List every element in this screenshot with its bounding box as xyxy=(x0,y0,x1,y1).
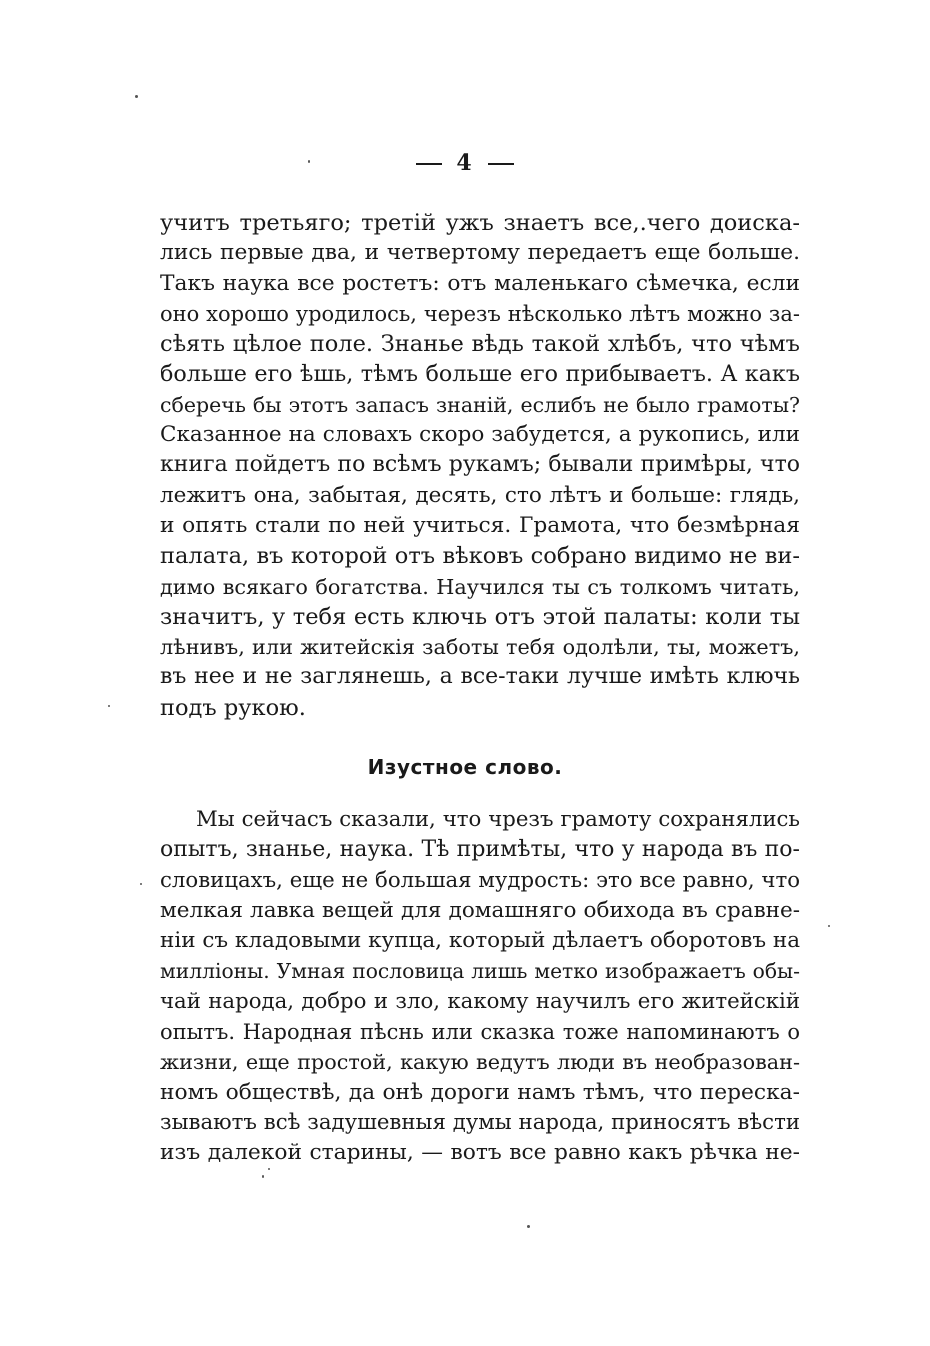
text-line: палата, въ которой отъ вѣковъ собрано видимо не ви- xyxy=(160,543,800,570)
paragraph-1 xyxy=(160,208,800,723)
text-line: и опять стали по ней учиться. Грамота, что безмѣрная xyxy=(160,512,800,538)
scan-speck xyxy=(262,1175,264,1178)
text-line: жизни, еще простой, какую ведутъ люди въ необразован- xyxy=(160,1050,800,1075)
text-line: мелкая лавка вещей для домашняго обихода въ сравне- xyxy=(160,897,800,923)
scan-speck xyxy=(828,925,830,927)
text-line: сѣять цѣлое поле. Знанье вѣдь такой хлѣбъ, что чѣмъ xyxy=(160,331,800,358)
text-line: значитъ, у тебя есть ключь отъ этой палаты: коли ты xyxy=(160,603,800,630)
page-number: 4 xyxy=(456,150,474,176)
text-line: оно хорошо уродилось, черезъ нѣсколько лѣтъ можно за- xyxy=(160,301,800,326)
text-line: милліоны. Умная пословица лишь метко изображаетъ обы- xyxy=(160,959,800,984)
text-line: зываютъ всѣ задушевныя думы народа, приносятъ вѣсти xyxy=(160,1109,800,1135)
right-dash-ornament xyxy=(488,163,514,165)
text-line: опытъ. Народная пѣснь или сказка тоже напоминаютъ о xyxy=(160,1020,800,1045)
text-line: учитъ третьяго; третій ужъ знаетъ все,.чего доиска- xyxy=(160,210,800,236)
text-line: лежитъ она, забытая, десять, сто лѣтъ и больше: глядь, xyxy=(160,482,800,508)
scan-speck xyxy=(308,160,310,163)
scan-speck xyxy=(527,1225,530,1228)
text-line: димо всякаго богатства. Научился ты съ толкомъ читать, xyxy=(160,574,800,599)
text-line: въ нее и не заглянешь, а все-таки лучше имѣть ключь xyxy=(160,664,800,690)
text-line-last: подъ рукою. xyxy=(160,694,306,721)
text-line: книга пойдетъ по всѣмъ рукамъ; бывали примѣры, что xyxy=(160,452,800,478)
text-line: изъ далекой старины, — вотъ все равно какъ рѣчка не- xyxy=(160,1140,800,1166)
text-line: опытъ, знанье, наука. Тѣ примѣты, что у народа въ по- xyxy=(160,837,800,863)
scan-speck xyxy=(268,1168,270,1170)
section-heading: Изустное слово. xyxy=(367,755,563,779)
text-line: лѣнивъ, или житейскія заботы тебя одолѣли, ты, можетъ, xyxy=(160,635,800,660)
text-line: Такъ наука все ростетъ: отъ маленькаго сѣмечка, если xyxy=(160,270,800,296)
text-line: номъ обществѣ, да онѣ дороги намъ тѣмъ, что переска- xyxy=(160,1079,800,1105)
text-line: Сказанное на словахъ скоро забудется, а рукопись, или xyxy=(160,422,800,448)
text-line: лись первые два, и четвертому передаетъ еще больше. xyxy=(160,240,800,266)
left-dash-ornament xyxy=(416,163,442,165)
text-line: больше его ѣшь, тѣмъ больше его прибываетъ. А какъ xyxy=(160,361,800,388)
text-line-first: Мы сейчасъ сказали, что чрезъ грамоту сохранялись xyxy=(196,807,800,832)
text-line: чай народа, добро и зло, какому научилъ его житейскій xyxy=(160,988,800,1014)
scan-speck xyxy=(135,95,138,98)
page-number-header xyxy=(0,150,930,176)
scan-speck xyxy=(108,705,110,707)
text-line: словицахъ, еще не большая мудрость: это все равно, что xyxy=(160,867,800,893)
scan-speck xyxy=(140,883,142,885)
paragraph-2 xyxy=(160,805,800,1169)
text-line: сберечь бы этотъ запасъ знаній, еслибъ не было грамоты? xyxy=(160,392,800,417)
text-line: ніи съ кладовыми купца, который дѣлаетъ оборотовъ на xyxy=(160,928,801,954)
